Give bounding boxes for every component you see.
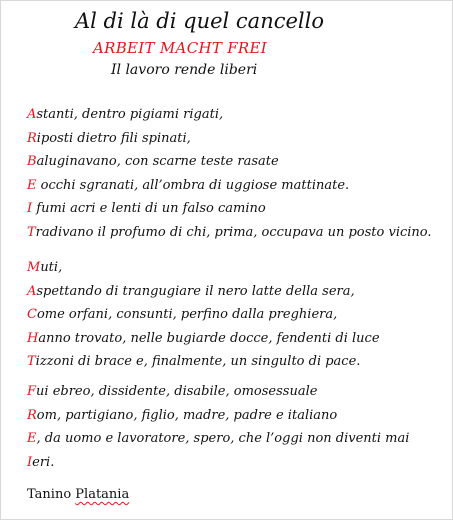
verse-line bbox=[27, 427, 409, 451]
verse-line bbox=[27, 280, 380, 304]
verse-initial: R bbox=[27, 130, 37, 146]
verse-line bbox=[27, 150, 432, 174]
verse-text: om, partigiano, figlio, madre, padre e italiano bbox=[36, 407, 338, 423]
verse-line bbox=[27, 256, 380, 280]
verse-line bbox=[27, 380, 409, 404]
verse-text: anno trovato, nelle bugiarde docce, fendenti di luce bbox=[38, 330, 380, 346]
verse-initial: E bbox=[27, 431, 37, 446]
poem-motto: ARBEIT MACHT FREI bbox=[93, 39, 267, 57]
verse-text: radivano il profumo di chi, prima, occupava un posto vicino. bbox=[35, 224, 432, 240]
verse-line bbox=[27, 221, 432, 245]
verse-initial: B bbox=[27, 154, 37, 169]
verse-initial: T bbox=[27, 354, 36, 369]
verse-initial: T bbox=[27, 224, 36, 240]
verse-line bbox=[27, 197, 432, 221]
verse-line bbox=[27, 404, 409, 428]
stanza-2 bbox=[27, 256, 380, 374]
verse-initial: F bbox=[27, 384, 37, 399]
author-surname: Platania bbox=[75, 487, 130, 502]
stanza-1 bbox=[27, 103, 432, 244]
verse-text: fumi acri e lenti di un falso camino bbox=[32, 201, 266, 216]
verse-initial: M bbox=[27, 260, 41, 275]
verse-text: stanti, dentro pigiami rigati, bbox=[36, 107, 224, 122]
verse-initial: A bbox=[27, 283, 37, 299]
verse-line bbox=[27, 350, 380, 374]
verse-line bbox=[27, 327, 380, 351]
stanza-3 bbox=[27, 380, 409, 474]
author-first-name: Tanino bbox=[27, 487, 72, 502]
poem-motto-translation: Il lavoro rende liberi bbox=[111, 62, 258, 78]
verse-initial: I bbox=[27, 201, 33, 216]
verse-line bbox=[27, 174, 432, 198]
verse-line bbox=[27, 127, 432, 151]
verse-text: , da uomo e lavoratore, spero, che l’oggi non diventi mai bbox=[36, 431, 410, 446]
poem-title: Al di là di quel cancello bbox=[75, 9, 324, 33]
verse-initial: I bbox=[27, 454, 33, 470]
verse-line bbox=[27, 303, 380, 327]
verse-text: uti, bbox=[40, 260, 63, 275]
verse-initial: R bbox=[27, 407, 37, 423]
verse-text: aluginavano, con scarne teste rasate bbox=[36, 154, 279, 169]
verse-text: ui ebreo, dissidente, disabile, omosessuale bbox=[36, 384, 318, 399]
verse-initial: C bbox=[27, 307, 37, 322]
verse-initial: H bbox=[27, 330, 39, 346]
verse-text: izzoni di brace e, finalmente, un singulto di pace. bbox=[35, 354, 361, 369]
verse-text: eri. bbox=[32, 454, 55, 470]
verse-text: occhi sgranati, all’ombra di uggiose mattinate. bbox=[36, 177, 350, 193]
poem-author bbox=[27, 487, 129, 502]
verse-text: iposti dietro fili spinati, bbox=[36, 130, 191, 146]
verse-line bbox=[27, 451, 409, 475]
verse-text: ome orfani, consunti, perfino dalla preghiera, bbox=[36, 307, 338, 322]
verse-initial: A bbox=[27, 107, 37, 122]
verse-line bbox=[27, 103, 432, 127]
verse-text: spettando di trangugiare il nero latte della sera, bbox=[36, 283, 355, 299]
verse-initial: E bbox=[27, 177, 37, 193]
